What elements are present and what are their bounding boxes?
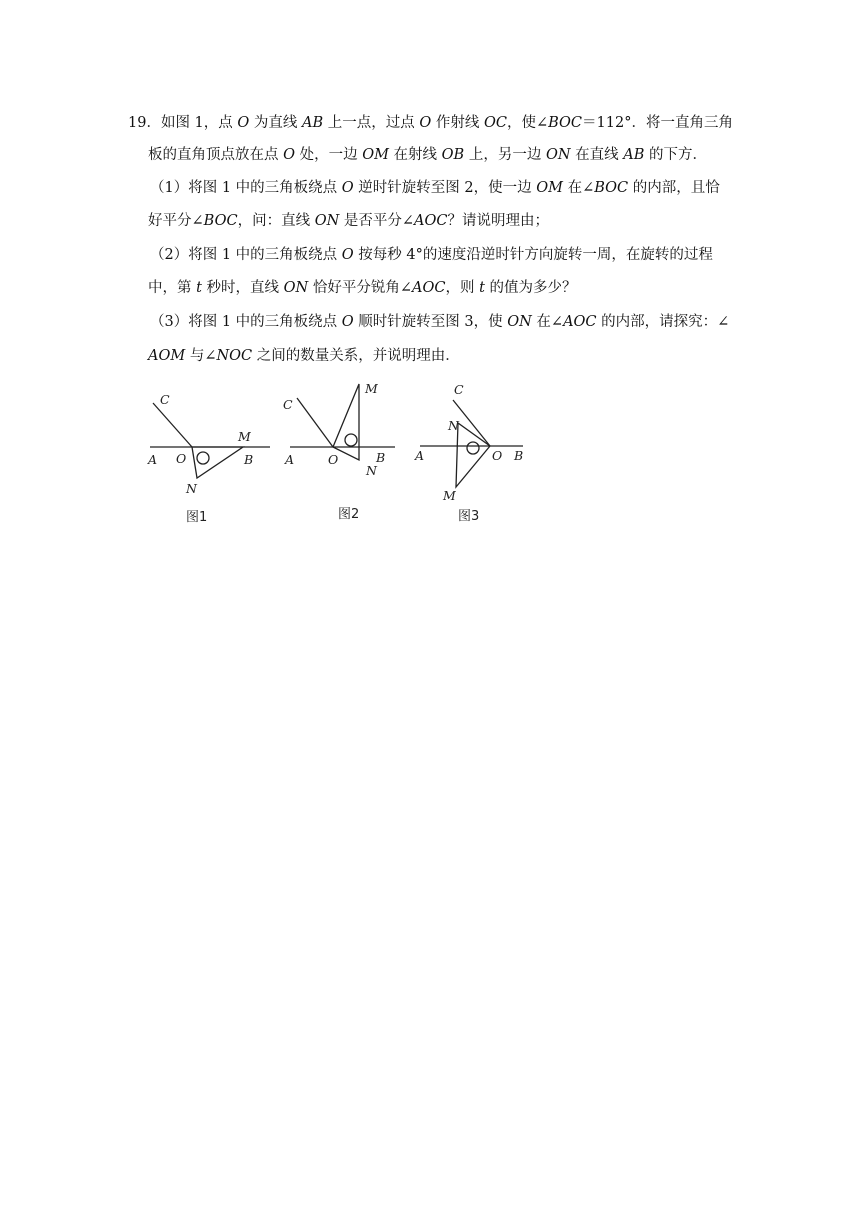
text: 的下方．	[644, 147, 707, 163]
label-m: M	[365, 381, 378, 396]
math-var: O	[341, 180, 354, 196]
text: 处，一边	[295, 147, 363, 163]
text: 的内部，请探究：∠	[596, 314, 730, 330]
text: 按每秒 4°的速度沿逆时针方向旋转一周，在旋转的过程	[353, 247, 713, 263]
figure-3-caption: 图3	[458, 509, 480, 524]
math-var: O	[419, 115, 432, 131]
text: ，问：直线	[237, 213, 315, 229]
math-var: AOM	[148, 348, 186, 364]
figure-2-diagram	[280, 380, 410, 530]
ray-oc	[297, 398, 333, 447]
label-c: C	[160, 392, 170, 407]
text: 恰好平分锐角∠	[308, 280, 412, 296]
text: 如图 1，点	[160, 115, 238, 131]
figure-1-diagram	[140, 380, 280, 530]
label-a: A	[148, 452, 158, 467]
text: 秒时，直线	[201, 280, 284, 296]
text: 板的直角顶点放在点	[148, 147, 284, 163]
figure-3-diagram	[410, 380, 540, 530]
plate-hole	[197, 452, 209, 464]
math-var: ON	[283, 280, 309, 296]
text: ，则	[445, 280, 480, 296]
triangle-plate	[333, 384, 359, 460]
text: ？请说明理由；	[447, 213, 549, 229]
part-2-line-2	[148, 278, 577, 298]
math-var: NOC	[216, 348, 253, 364]
math-var: OB	[441, 147, 465, 163]
text: 上一点，过点	[323, 115, 420, 131]
math-var: OC	[483, 115, 507, 131]
text: ，使∠	[506, 115, 549, 131]
text: 在∠	[562, 180, 595, 196]
label-b: B	[244, 452, 254, 467]
math-var: OM	[536, 180, 563, 196]
text: 作射线	[431, 115, 484, 131]
math-var: t	[196, 280, 202, 296]
text: 好平分∠	[148, 213, 204, 229]
plate-hole	[345, 434, 357, 446]
text: ＝112°．将一直角三角	[582, 115, 733, 131]
math-var: ON	[545, 147, 571, 163]
math-var: AB	[623, 147, 645, 163]
label-n: N	[186, 481, 197, 496]
label-c: C	[454, 382, 464, 397]
figure-1	[140, 380, 280, 530]
text: 逆时针旋转至图 2，使一边	[353, 180, 537, 196]
math-var: ON	[507, 314, 532, 330]
label-n: N	[366, 463, 377, 478]
triangle-plate	[456, 423, 490, 487]
label-m: M	[238, 429, 251, 444]
label-o: O	[328, 452, 339, 467]
math-var: AOC	[412, 280, 446, 296]
math-var: O	[237, 115, 250, 131]
part-3-line-2	[148, 346, 460, 366]
part-2-line-1	[150, 245, 713, 265]
math-var: AOC	[563, 314, 597, 330]
text: （3）将图 1 中的三角板绕点	[150, 314, 342, 330]
problem-stem-line-2	[148, 145, 707, 165]
text: 在直线	[570, 147, 624, 163]
math-var: O	[283, 147, 295, 163]
plate-hole	[467, 442, 479, 454]
math-var: t	[479, 280, 485, 296]
math-var: OM	[362, 147, 389, 163]
text: 上，另一边	[464, 147, 546, 163]
math-var: AOC	[414, 213, 448, 229]
text: 在射线	[388, 147, 442, 163]
label-b: B	[376, 450, 386, 465]
text: 是否平分∠	[339, 213, 415, 229]
text: （1）将图 1 中的三角板绕点	[150, 180, 342, 196]
label-c: C	[283, 397, 293, 412]
text: 顺时针旋转至图 3，使	[353, 314, 508, 330]
text: 在∠	[531, 314, 564, 330]
ray-oc	[153, 403, 192, 447]
math-var: O	[341, 247, 354, 263]
figure-2	[280, 380, 410, 530]
text: 与∠	[185, 348, 217, 364]
label-a: A	[415, 448, 425, 463]
text: （2）将图 1 中的三角板绕点	[150, 247, 342, 263]
figure-3	[410, 380, 540, 530]
label-o: O	[176, 451, 187, 466]
text: 为直线	[249, 115, 303, 131]
problem-stem-line-1	[128, 113, 733, 133]
part-3-line-1	[150, 312, 729, 332]
math-var: ON	[314, 213, 340, 229]
text: 之间的数量关系，并说明理由．	[252, 348, 460, 364]
label-n: N	[448, 418, 459, 433]
problem-number: 19．	[128, 115, 161, 131]
math-var: BOC	[548, 115, 583, 131]
label-m: M	[443, 488, 456, 503]
math-var: AB	[302, 115, 324, 131]
math-var: O	[341, 314, 354, 330]
math-var: BOC	[203, 213, 238, 229]
label-b: B	[514, 448, 524, 463]
label-o: O	[492, 448, 503, 463]
label-a: A	[285, 452, 295, 467]
text: 的值为多少？	[484, 280, 577, 296]
text: 的内部，且恰	[628, 180, 720, 196]
figure-1-caption: 图1	[186, 510, 208, 525]
part-1-line-1	[150, 178, 720, 198]
text: 中，第	[148, 280, 197, 296]
figure-2-caption: 图2	[338, 507, 360, 522]
math-var: BOC	[594, 180, 629, 196]
part-1-line-2	[148, 211, 549, 231]
